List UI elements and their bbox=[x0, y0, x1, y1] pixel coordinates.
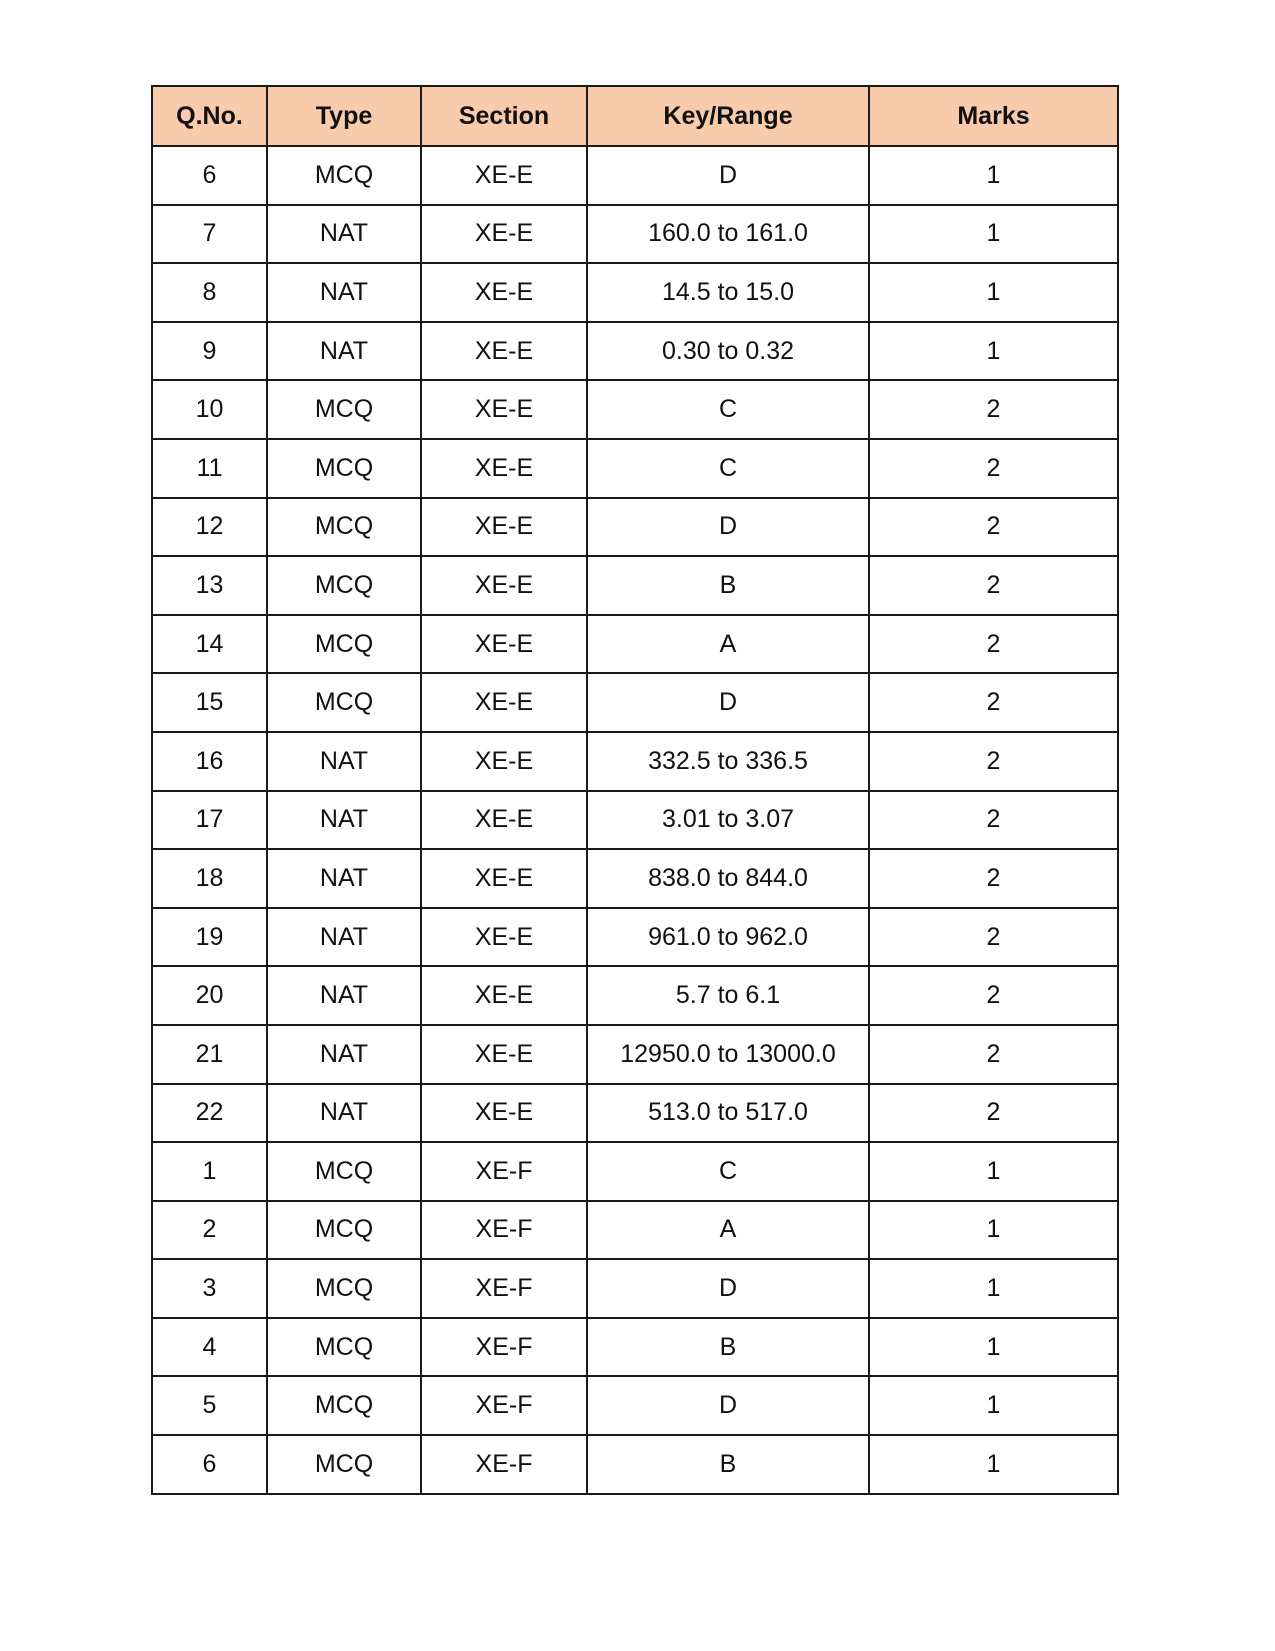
marks-cell: 2 bbox=[869, 908, 1118, 967]
type-cell: MCQ bbox=[267, 439, 421, 498]
marks-cell: 1 bbox=[869, 1376, 1118, 1435]
type-cell: MCQ bbox=[267, 615, 421, 674]
table-row bbox=[152, 1201, 1118, 1260]
table-row bbox=[152, 966, 1118, 1025]
table-row bbox=[152, 205, 1118, 264]
marks-cell: 2 bbox=[869, 615, 1118, 674]
qno-cell: 2 bbox=[152, 1201, 267, 1260]
section-cell: XE-E bbox=[421, 673, 587, 732]
type-cell: MCQ bbox=[267, 1376, 421, 1435]
key-range-cell: 838.0 to 844.0 bbox=[587, 849, 869, 908]
marks-cell: 1 bbox=[869, 322, 1118, 381]
table-row bbox=[152, 673, 1118, 732]
section-cell: XE-E bbox=[421, 849, 587, 908]
type-cell: MCQ bbox=[267, 380, 421, 439]
marks-cell: 2 bbox=[869, 673, 1118, 732]
section-cell: XE-F bbox=[421, 1201, 587, 1260]
type-cell: NAT bbox=[267, 205, 421, 264]
table-row bbox=[152, 908, 1118, 967]
key-range-cell: A bbox=[587, 1201, 869, 1260]
type-cell: NAT bbox=[267, 322, 421, 381]
section-cell: XE-E bbox=[421, 380, 587, 439]
marks-cell: 1 bbox=[869, 1435, 1118, 1494]
table-row bbox=[152, 791, 1118, 850]
key-range-cell: B bbox=[587, 556, 869, 615]
section-cell: XE-E bbox=[421, 615, 587, 674]
section-cell: XE-E bbox=[421, 498, 587, 557]
marks-cell: 2 bbox=[869, 1025, 1118, 1084]
type-cell: MCQ bbox=[267, 556, 421, 615]
qno-cell: 7 bbox=[152, 205, 267, 264]
qno-cell: 15 bbox=[152, 673, 267, 732]
table-row bbox=[152, 498, 1118, 557]
key-range-cell: C bbox=[587, 1142, 869, 1201]
marks-cell: 2 bbox=[869, 439, 1118, 498]
key-range-cell: C bbox=[587, 439, 869, 498]
qno-cell: 8 bbox=[152, 263, 267, 322]
table-header bbox=[152, 86, 1118, 146]
column-header-type: Type bbox=[267, 86, 421, 146]
column-header-qno: Q.No. bbox=[152, 86, 267, 146]
key-range-cell: A bbox=[587, 615, 869, 674]
type-cell: MCQ bbox=[267, 1201, 421, 1260]
marks-cell: 1 bbox=[869, 205, 1118, 264]
type-cell: NAT bbox=[267, 1084, 421, 1143]
qno-cell: 6 bbox=[152, 146, 267, 205]
table-row bbox=[152, 439, 1118, 498]
key-range-cell: B bbox=[587, 1318, 869, 1377]
table-row bbox=[152, 1259, 1118, 1318]
marks-cell: 1 bbox=[869, 263, 1118, 322]
key-range-cell: 961.0 to 962.0 bbox=[587, 908, 869, 967]
qno-cell: 13 bbox=[152, 556, 267, 615]
type-cell: NAT bbox=[267, 791, 421, 850]
key-range-cell: 14.5 to 15.0 bbox=[587, 263, 869, 322]
type-cell: NAT bbox=[267, 732, 421, 791]
section-cell: XE-F bbox=[421, 1259, 587, 1318]
table-row bbox=[152, 732, 1118, 791]
section-cell: XE-E bbox=[421, 146, 587, 205]
type-cell: MCQ bbox=[267, 673, 421, 732]
qno-cell: 18 bbox=[152, 849, 267, 908]
key-range-cell: 332.5 to 336.5 bbox=[587, 732, 869, 791]
section-cell: XE-E bbox=[421, 732, 587, 791]
type-cell: MCQ bbox=[267, 498, 421, 557]
type-cell: NAT bbox=[267, 849, 421, 908]
qno-cell: 11 bbox=[152, 439, 267, 498]
qno-cell: 19 bbox=[152, 908, 267, 967]
marks-cell: 1 bbox=[869, 146, 1118, 205]
table-row bbox=[152, 146, 1118, 205]
qno-cell: 1 bbox=[152, 1142, 267, 1201]
table-row bbox=[152, 1318, 1118, 1377]
table-row bbox=[152, 380, 1118, 439]
key-range-cell: C bbox=[587, 380, 869, 439]
table-row bbox=[152, 615, 1118, 674]
qno-cell: 10 bbox=[152, 380, 267, 439]
type-cell: MCQ bbox=[267, 1259, 421, 1318]
marks-cell: 2 bbox=[869, 849, 1118, 908]
qno-cell: 17 bbox=[152, 791, 267, 850]
key-range-cell: 160.0 to 161.0 bbox=[587, 205, 869, 264]
section-cell: XE-F bbox=[421, 1376, 587, 1435]
type-cell: MCQ bbox=[267, 146, 421, 205]
section-cell: XE-E bbox=[421, 966, 587, 1025]
qno-cell: 5 bbox=[152, 1376, 267, 1435]
section-cell: XE-E bbox=[421, 322, 587, 381]
marks-cell: 2 bbox=[869, 966, 1118, 1025]
section-cell: XE-E bbox=[421, 556, 587, 615]
column-header-marks: Marks bbox=[869, 86, 1118, 146]
type-cell: NAT bbox=[267, 1025, 421, 1084]
type-cell: NAT bbox=[267, 966, 421, 1025]
marks-cell: 2 bbox=[869, 498, 1118, 557]
key-range-cell: D bbox=[587, 1376, 869, 1435]
section-cell: XE-E bbox=[421, 263, 587, 322]
section-cell: XE-E bbox=[421, 205, 587, 264]
marks-cell: 2 bbox=[869, 1084, 1118, 1143]
qno-cell: 12 bbox=[152, 498, 267, 557]
table-row bbox=[152, 1435, 1118, 1494]
key-range-cell: 513.0 to 517.0 bbox=[587, 1084, 869, 1143]
table-row bbox=[152, 263, 1118, 322]
section-cell: XE-E bbox=[421, 1084, 587, 1143]
key-range-cell: D bbox=[587, 673, 869, 732]
column-header-section: Section bbox=[421, 86, 587, 146]
qno-cell: 14 bbox=[152, 615, 267, 674]
section-cell: XE-E bbox=[421, 1025, 587, 1084]
key-range-cell: B bbox=[587, 1435, 869, 1494]
key-range-cell: D bbox=[587, 498, 869, 557]
qno-cell: 16 bbox=[152, 732, 267, 791]
marks-cell: 1 bbox=[869, 1318, 1118, 1377]
qno-cell: 21 bbox=[152, 1025, 267, 1084]
section-cell: XE-E bbox=[421, 439, 587, 498]
type-cell: MCQ bbox=[267, 1435, 421, 1494]
table-row bbox=[152, 322, 1118, 381]
table-row bbox=[152, 1376, 1118, 1435]
table-body bbox=[152, 146, 1118, 1494]
marks-cell: 1 bbox=[869, 1142, 1118, 1201]
section-cell: XE-F bbox=[421, 1318, 587, 1377]
marks-cell: 2 bbox=[869, 732, 1118, 791]
marks-cell: 2 bbox=[869, 791, 1118, 850]
key-range-cell: D bbox=[587, 146, 869, 205]
qno-cell: 4 bbox=[152, 1318, 267, 1377]
qno-cell: 3 bbox=[152, 1259, 267, 1318]
section-cell: XE-F bbox=[421, 1435, 587, 1494]
marks-cell: 2 bbox=[869, 380, 1118, 439]
section-cell: XE-F bbox=[421, 1142, 587, 1201]
section-cell: XE-E bbox=[421, 908, 587, 967]
section-cell: XE-E bbox=[421, 791, 587, 850]
key-range-cell: D bbox=[587, 1259, 869, 1318]
qno-cell: 22 bbox=[152, 1084, 267, 1143]
key-range-cell: 12950.0 to 13000.0 bbox=[587, 1025, 869, 1084]
table-row bbox=[152, 1084, 1118, 1143]
type-cell: MCQ bbox=[267, 1318, 421, 1377]
key-range-cell: 5.7 to 6.1 bbox=[587, 966, 869, 1025]
table-row bbox=[152, 556, 1118, 615]
type-cell: NAT bbox=[267, 908, 421, 967]
qno-cell: 6 bbox=[152, 1435, 267, 1494]
marks-cell: 1 bbox=[869, 1259, 1118, 1318]
key-range-cell: 0.30 to 0.32 bbox=[587, 322, 869, 381]
table-row bbox=[152, 1142, 1118, 1201]
qno-cell: 9 bbox=[152, 322, 267, 381]
marks-cell: 1 bbox=[869, 1201, 1118, 1260]
table-row bbox=[152, 1025, 1118, 1084]
type-cell: MCQ bbox=[267, 1142, 421, 1201]
type-cell: NAT bbox=[267, 263, 421, 322]
header-row bbox=[152, 86, 1118, 146]
marks-cell: 2 bbox=[869, 556, 1118, 615]
answer-key-table bbox=[151, 85, 1119, 1495]
qno-cell: 20 bbox=[152, 966, 267, 1025]
table-row bbox=[152, 849, 1118, 908]
column-header-key-range: Key/Range bbox=[587, 86, 869, 146]
key-range-cell: 3.01 to 3.07 bbox=[587, 791, 869, 850]
